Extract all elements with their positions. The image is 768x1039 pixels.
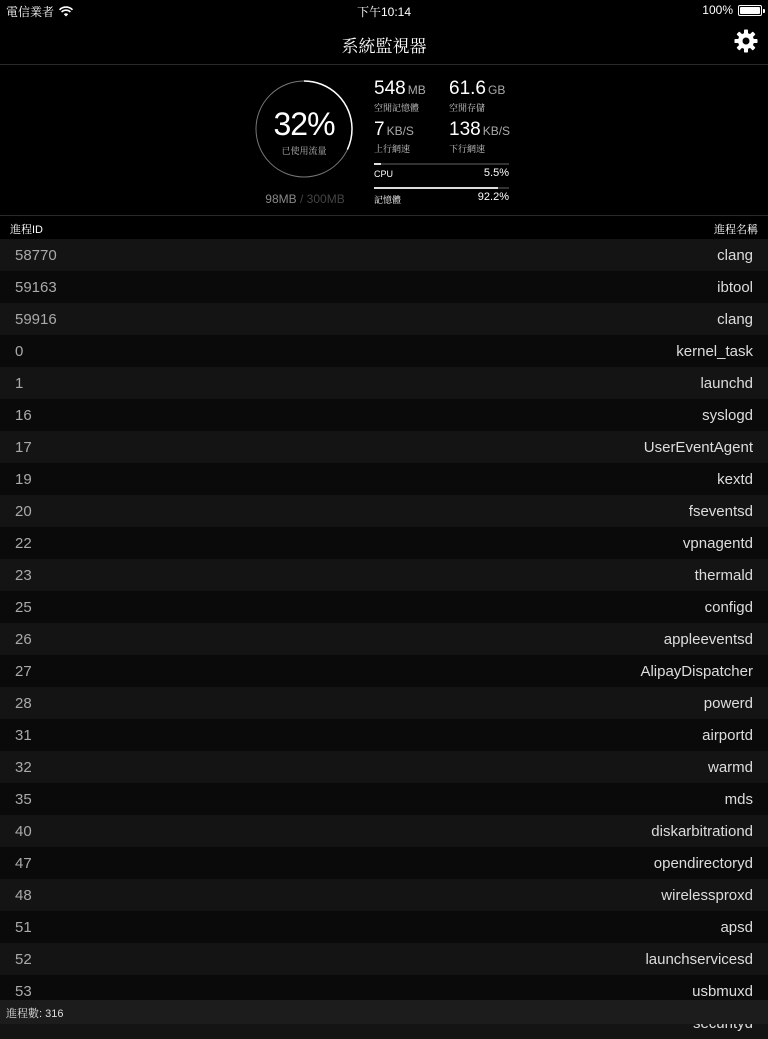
cpu-value: 5.5% <box>483 167 509 179</box>
table-row[interactable] <box>0 367 768 399</box>
memory-label: 記憶體 <box>374 195 402 205</box>
process-table-header <box>0 216 768 239</box>
process-id: 59916 <box>15 311 57 328</box>
process-name: mds <box>724 791 753 808</box>
free-storage-unit: GB <box>487 83 506 97</box>
status-bar-right <box>702 3 762 17</box>
process-name: powerd <box>703 695 753 712</box>
column-header-name[interactable]: 進程名稱 <box>714 224 758 236</box>
process-name: airportd <box>702 727 753 744</box>
data-used: 98MB <box>265 192 297 206</box>
download-speed-metric <box>449 119 510 155</box>
process-name: clang <box>717 247 753 264</box>
process-id: 26 <box>15 631 32 648</box>
carrier-label: 電信業者 <box>6 5 55 19</box>
upload-speed-metric <box>374 119 414 155</box>
upload-speed-unit: KB/S <box>386 124 414 138</box>
table-row[interactable] <box>0 463 768 495</box>
table-row[interactable] <box>0 527 768 559</box>
data-usage-amount <box>250 192 360 206</box>
battery-percent: 100% <box>702 3 733 17</box>
process-id: 20 <box>15 503 32 520</box>
process-id: 16 <box>15 407 32 424</box>
battery-level <box>740 7 760 14</box>
cpu-usage-fill <box>374 163 381 165</box>
process-name: diskarbitrationd <box>651 823 753 840</box>
process-name: configd <box>704 599 753 616</box>
free-memory-unit: MB <box>407 83 426 97</box>
process-id: 40 <box>15 823 32 840</box>
upload-speed-value: 7 <box>374 119 385 140</box>
cpu-label: CPU <box>374 169 394 179</box>
status-bar <box>0 0 768 20</box>
data-total: 300MB <box>306 192 345 206</box>
memory-value: 92.2% <box>477 191 509 203</box>
download-speed-unit: KB/S <box>482 124 511 138</box>
process-id: 27 <box>15 663 32 680</box>
process-id: 47 <box>15 855 32 872</box>
table-row[interactable] <box>0 719 768 751</box>
free-memory-value: 548 <box>374 78 406 99</box>
data-separator: / <box>296 192 307 206</box>
table-row[interactable] <box>0 815 768 847</box>
process-name: fseventsd <box>688 503 753 520</box>
process-id: 48 <box>15 887 32 904</box>
table-row[interactable] <box>0 911 768 943</box>
gear-icon[interactable] <box>734 29 758 53</box>
navigation-bar <box>0 20 768 65</box>
table-row[interactable] <box>0 623 768 655</box>
process-name: wirelessproxd <box>661 887 753 904</box>
table-row[interactable] <box>0 271 768 303</box>
process-name: syslogd <box>702 407 753 424</box>
column-header-pid[interactable]: 進程ID <box>10 224 43 236</box>
process-count: 進程數: 316 <box>6 1008 64 1020</box>
download-speed-label: 下行網速 <box>449 144 486 154</box>
download-speed-value: 138 <box>449 119 481 140</box>
process-id: 23 <box>15 567 32 584</box>
free-memory-label: 空閒記憶體 <box>374 103 420 113</box>
upload-speed-label: 上行網速 <box>374 144 411 154</box>
free-storage-value: 61.6 <box>449 78 486 99</box>
process-name: thermald <box>694 567 753 584</box>
data-usage-percent: 32% <box>273 106 335 142</box>
page-title: 系統監視器 <box>341 37 427 56</box>
process-id: 1 <box>15 375 24 392</box>
table-row[interactable] <box>0 687 768 719</box>
memory-usage-fill <box>374 187 498 189</box>
table-row[interactable] <box>0 783 768 815</box>
data-usage-label: 已使用流量 <box>281 146 327 156</box>
table-row[interactable] <box>0 559 768 591</box>
process-id: 22 <box>15 535 32 552</box>
free-storage-metric <box>449 78 505 114</box>
process-name: vpnagentd <box>682 535 753 552</box>
process-name: launchservicesd <box>645 951 753 968</box>
process-id: 19 <box>15 471 32 488</box>
process-id: 17 <box>15 439 32 456</box>
process-id: 35 <box>15 791 32 808</box>
table-row[interactable] <box>0 303 768 335</box>
table-row[interactable] <box>0 655 768 687</box>
table-row[interactable] <box>0 943 768 975</box>
table-row[interactable] <box>0 335 768 367</box>
table-row[interactable] <box>0 495 768 527</box>
process-id: 51 <box>15 919 32 936</box>
table-row[interactable] <box>0 239 768 271</box>
process-id: 31 <box>15 727 32 744</box>
process-name: launchd <box>700 375 753 392</box>
table-row[interactable] <box>0 847 768 879</box>
table-row[interactable] <box>0 879 768 911</box>
process-list[interactable] <box>0 239 768 1000</box>
table-row[interactable] <box>0 751 768 783</box>
process-name: AlipayDispatcher <box>640 663 753 680</box>
cpu-usage-bar <box>374 163 509 165</box>
free-memory-metric <box>374 78 426 114</box>
process-id: 53 <box>15 983 32 1000</box>
battery-icon <box>738 5 762 16</box>
memory-usage-bar <box>374 187 509 189</box>
process-count-bar <box>0 1000 768 1024</box>
process-id: 32 <box>15 759 32 776</box>
process-name: clang <box>717 311 753 328</box>
process-id: 59163 <box>15 279 57 296</box>
process-id: 0 <box>15 343 24 360</box>
process-name: appleeventsd <box>663 631 753 648</box>
table-row[interactable] <box>0 399 768 431</box>
process-name: kextd <box>717 471 753 488</box>
table-row[interactable] <box>0 431 768 463</box>
process-id: 25 <box>15 599 32 616</box>
status-time: 下午10:14 <box>356 5 412 19</box>
process-id: 52 <box>15 951 32 968</box>
process-id: 28 <box>15 695 32 712</box>
process-name: UserEventAgent <box>643 439 753 456</box>
process-id: 58770 <box>15 247 57 264</box>
process-name: kernel_task <box>676 343 753 360</box>
table-row[interactable] <box>0 591 768 623</box>
stats-panel <box>0 66 768 216</box>
process-name: opendirectoryd <box>653 855 753 872</box>
process-name: usbmuxd <box>692 983 753 1000</box>
free-storage-label: 空閒存儲 <box>449 103 486 113</box>
process-name: warmd <box>707 759 753 776</box>
process-name: ibtool <box>717 279 753 296</box>
process-name: apsd <box>720 919 753 936</box>
